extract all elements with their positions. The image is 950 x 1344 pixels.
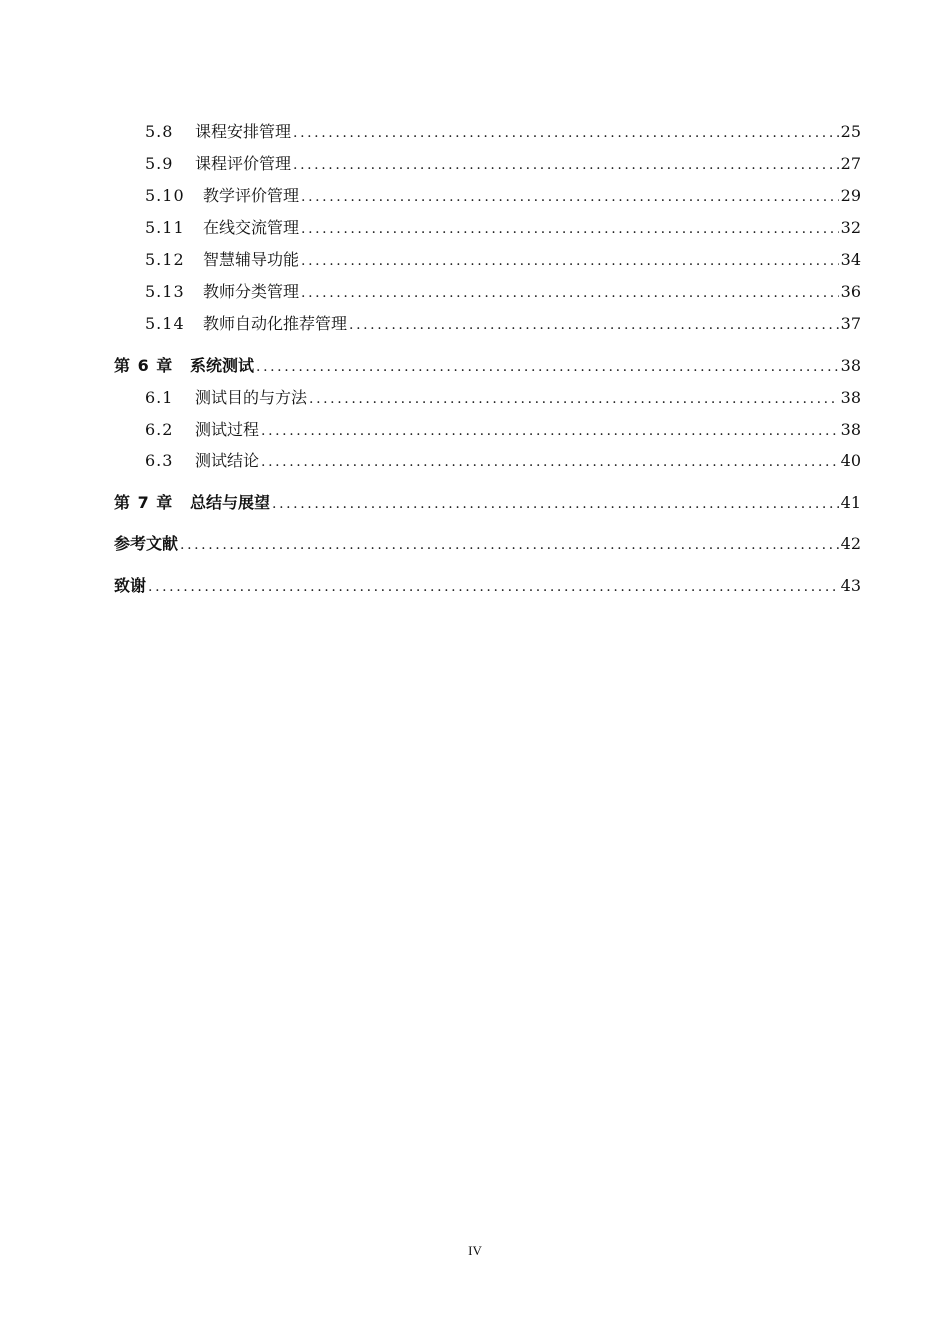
chapter-title: 参考文献 bbox=[114, 534, 179, 553]
page-number: 34 bbox=[840, 250, 861, 269]
page-number: 27 bbox=[840, 154, 861, 173]
toc-entry-6-1[interactable] bbox=[145, 386, 861, 410]
section-title: 测试结论 bbox=[195, 451, 260, 470]
dot-leader bbox=[349, 313, 839, 337]
dot-leader bbox=[261, 450, 839, 474]
page-number: 38 bbox=[840, 356, 861, 375]
chapter-number: 第 6 章 bbox=[114, 356, 174, 375]
section-title: 智慧辅导功能 bbox=[203, 250, 300, 269]
section-title: 测试过程 bbox=[195, 420, 260, 439]
footer-page-number: IV bbox=[468, 1243, 482, 1258]
dot-leader bbox=[148, 575, 839, 599]
toc-entry-5-11[interactable] bbox=[145, 216, 861, 240]
page-number: 43 bbox=[840, 576, 861, 595]
section-number: 6.2 bbox=[145, 420, 174, 439]
section-number: 5.12 bbox=[145, 250, 185, 269]
toc-entry-5-8[interactable] bbox=[145, 120, 861, 144]
chapter-title: 系统测试 bbox=[190, 356, 255, 375]
chapter-number: 第 7 章 bbox=[114, 493, 174, 512]
dot-leader bbox=[180, 533, 839, 557]
page-number: 29 bbox=[840, 186, 861, 205]
toc-entry-5-10[interactable] bbox=[145, 184, 861, 208]
section-title: 课程安排管理 bbox=[195, 122, 292, 141]
toc-entry-references[interactable] bbox=[114, 532, 861, 556]
toc-entry-5-12[interactable] bbox=[145, 248, 861, 272]
dot-leader bbox=[261, 419, 839, 443]
chapter-title: 致谢 bbox=[114, 576, 147, 595]
dot-leader bbox=[301, 217, 839, 241]
section-number: 5.13 bbox=[145, 282, 185, 301]
toc-entry-5-9[interactable] bbox=[145, 152, 861, 176]
section-title: 在线交流管理 bbox=[203, 218, 300, 237]
toc-entry-chapter-6[interactable] bbox=[114, 354, 861, 378]
toc-entry-5-14[interactable] bbox=[145, 312, 861, 336]
dot-leader bbox=[301, 249, 839, 273]
dot-leader bbox=[293, 153, 839, 177]
dot-leader bbox=[272, 492, 839, 516]
chapter-title: 总结与展望 bbox=[190, 493, 271, 512]
toc-entry-chapter-7[interactable] bbox=[114, 491, 861, 515]
page-number: 40 bbox=[840, 451, 861, 470]
toc-entry-acknowledgements[interactable] bbox=[114, 574, 861, 598]
section-number: 5.10 bbox=[145, 186, 185, 205]
page-number: 42 bbox=[840, 534, 861, 553]
section-number: 6.1 bbox=[145, 388, 174, 407]
dot-leader bbox=[256, 355, 839, 379]
section-number: 6.3 bbox=[145, 451, 174, 470]
section-number: 5.9 bbox=[145, 154, 174, 173]
section-title: 教师自动化推荐管理 bbox=[203, 314, 348, 333]
section-title: 教师分类管理 bbox=[203, 282, 300, 301]
page-number: 32 bbox=[840, 218, 861, 237]
page-number: 41 bbox=[840, 493, 861, 512]
toc-entry-6-3[interactable] bbox=[145, 449, 861, 473]
section-title: 测试目的与方法 bbox=[195, 388, 308, 407]
dot-leader bbox=[301, 281, 839, 305]
toc-entry-5-13[interactable] bbox=[145, 280, 861, 304]
page-number: 36 bbox=[840, 282, 861, 301]
dot-leader bbox=[293, 121, 839, 145]
page-number: 38 bbox=[840, 388, 861, 407]
dot-leader bbox=[301, 185, 839, 209]
dot-leader bbox=[309, 387, 839, 411]
toc-entry-6-2[interactable] bbox=[145, 418, 861, 442]
page-number: 38 bbox=[840, 420, 861, 439]
section-title: 课程评价管理 bbox=[195, 154, 292, 173]
page-number: 37 bbox=[840, 314, 861, 333]
section-number: 5.14 bbox=[145, 314, 185, 333]
section-number: 5.11 bbox=[145, 218, 185, 237]
page-number: 25 bbox=[840, 122, 861, 141]
section-number: 5.8 bbox=[145, 122, 174, 141]
section-title: 教学评价管理 bbox=[203, 186, 300, 205]
